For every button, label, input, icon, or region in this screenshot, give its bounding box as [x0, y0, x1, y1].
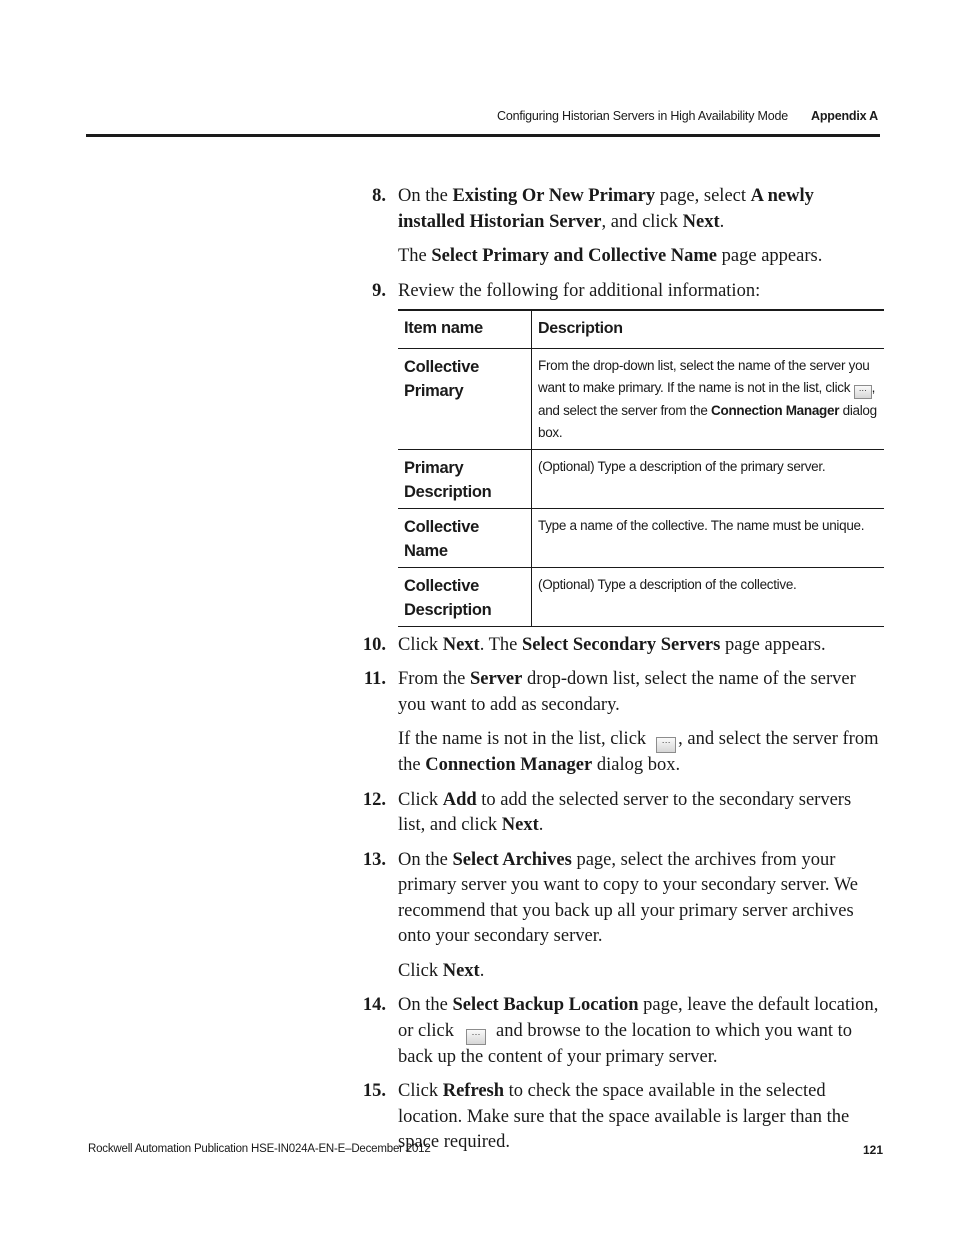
ellipsis-browse-icon: ···: [466, 1029, 486, 1045]
step-15: [356, 1079, 880, 1156]
step-13: [356, 848, 880, 985]
footer-publication: Rockwell Automation Publication HSE-IN024A-EN-E–December 2012: [88, 1143, 431, 1155]
table-row: [398, 449, 884, 508]
column-header-item-name: Item name: [398, 310, 532, 348]
table-row: [398, 508, 884, 567]
step-note: Click Next.: [398, 960, 485, 981]
item-name-cell: Collective Primary: [398, 348, 532, 449]
step-text: From the Server drop-down list, select the name of the server you want to add as secondary.: [398, 669, 856, 715]
step-10: [356, 633, 880, 659]
step-text: Click Refresh to check the space available in the selected location. Make sure that the space available is larger than the space required.: [398, 1081, 850, 1152]
running-header-appendix: Appendix A: [811, 109, 878, 123]
step-number: 13.: [362, 849, 386, 870]
description-cell: (Optional) Type a description of the collective.: [538, 576, 797, 592]
step-text: Click Add to add the selected server to the secondary servers list, and click Next.: [398, 789, 852, 835]
description-cell: (Optional) Type a description of the primary server.: [538, 458, 826, 474]
step-result: The Select Primary and Collective Name page appears.: [398, 246, 823, 266]
procedure-body: [356, 184, 880, 1165]
step-text: Click Next. The Select Secondary Servers page appears.: [398, 634, 826, 655]
step-text: On the Select Archives page, select the archives from your primary server you want to copy to your secondary server. We recommend that you back up all your primary server archives onto your secondary server.: [398, 849, 859, 946]
item-description-table: [398, 309, 884, 627]
item-name-cell: Collective Name: [398, 508, 532, 567]
step-12: [356, 788, 880, 839]
step-number: 15.: [362, 1081, 386, 1101]
item-name-cell: Primary Description: [398, 449, 532, 508]
step-8: [356, 184, 880, 270]
step-text: On the Select Backup Location page, leave the default location, or click ··· and browse to the location to which you want to back up the content of your primary server.: [398, 995, 879, 1067]
step-text: On the Existing Or New Primary page, select A newly installed Historian Server, and click Next.: [398, 186, 814, 232]
page-number: 121: [862, 1143, 883, 1157]
step-9: [356, 279, 880, 305]
step-text: Review the following for additional information:: [398, 280, 761, 301]
step-note: If the name is not in the list, click ··· , and select the server from the Connection Manager dialog box.: [398, 729, 879, 775]
step-number: 8.: [372, 186, 386, 206]
table-row: [398, 348, 884, 449]
step-number: 14.: [362, 995, 386, 1015]
step-number: 12.: [362, 789, 386, 810]
item-name-cell: Collective Description: [398, 567, 532, 626]
description-cell: From the drop-down list, select the name of the server you want to make primary. If the name is not in the list, click ··· , and select the server from the Connection Manager dialog box.: [538, 357, 877, 440]
table-row: [398, 567, 884, 626]
description-cell: Type a name of the collective. The name must be unique.: [538, 517, 865, 533]
table-header-row: [398, 310, 884, 348]
ellipsis-browse-icon: ···: [656, 737, 676, 753]
column-header-description: Description: [538, 320, 623, 337]
step-number: 9.: [372, 280, 386, 301]
step-11: [356, 667, 880, 779]
step-14: [356, 993, 880, 1070]
step-number: 10.: [362, 634, 386, 655]
step-number: 11.: [363, 669, 386, 689]
header-divider: [86, 134, 880, 137]
ellipsis-browse-icon: ···: [854, 385, 872, 399]
running-header-section-title: Configuring Historian Servers in High Availability Mode: [497, 109, 788, 123]
